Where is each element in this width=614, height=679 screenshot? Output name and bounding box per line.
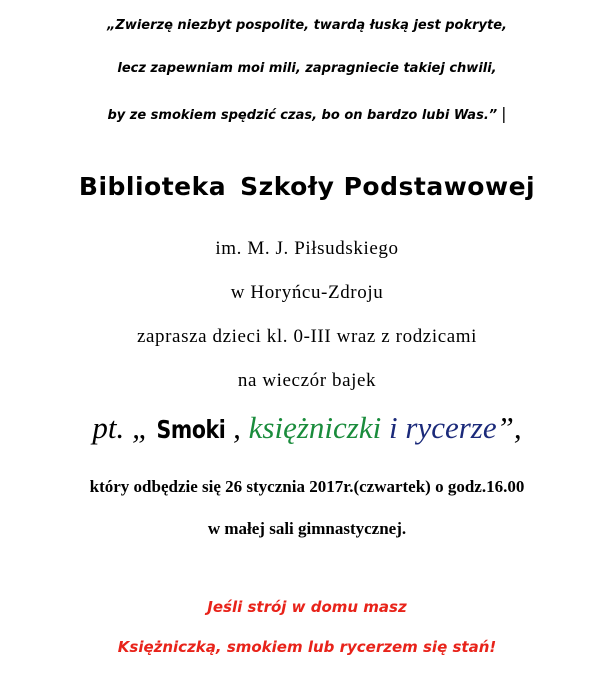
title-word-rycerze: rycerze [405,410,497,445]
library-heading [0,172,614,201]
school-patron: im. M. J. Piłsudskiego [215,238,399,259]
title-comma: , [233,410,241,445]
title-prefix: pt. „ [92,410,150,445]
text-cursor: | [501,104,507,123]
event-title [0,410,614,446]
event-room: w małej sali gimnastycznej. [207,519,407,538]
event-date: który odbędzie się 26 stycznia 2017r.(czwartek) o godz.16.00 [89,477,525,496]
poem-line-3-text: by ze smokiem spędzić czas, bo on bardzo lubi Was.” [107,108,498,123]
event-type: na wieczór bajek [237,370,377,391]
title-word-ksiezniczki: księżniczki [248,410,382,445]
poem-line-1 [0,18,614,33]
poem-line-2-text: lecz zapewniam moi mili, zapragniecie takiej chwili, [117,61,497,76]
heading-part-1: Biblioteka [78,172,227,201]
heading-part-2: Szkoły Podstawowej [240,172,536,201]
poem-line-2 [0,61,614,76]
closing-line-1: Jeśli strój w domu masz [207,598,407,616]
school-location: w Horyńcu-Zdroju [230,282,384,303]
title-word-i: i [389,410,398,445]
title-word-smoki: Smoki [156,415,226,444]
poem-line-3 [0,104,614,123]
title-suffix: ”, [496,410,522,445]
poem-line-1-text: „Zwierzę niezbyt pospolite, twardą łuską jest pokryte, [107,18,507,33]
invitation-text: zaprasza dzieci kl. 0-III wraz z rodzicami [136,326,478,347]
closing-line-2: Księżniczką, smokiem lub rycerzem się stań! [117,638,497,656]
